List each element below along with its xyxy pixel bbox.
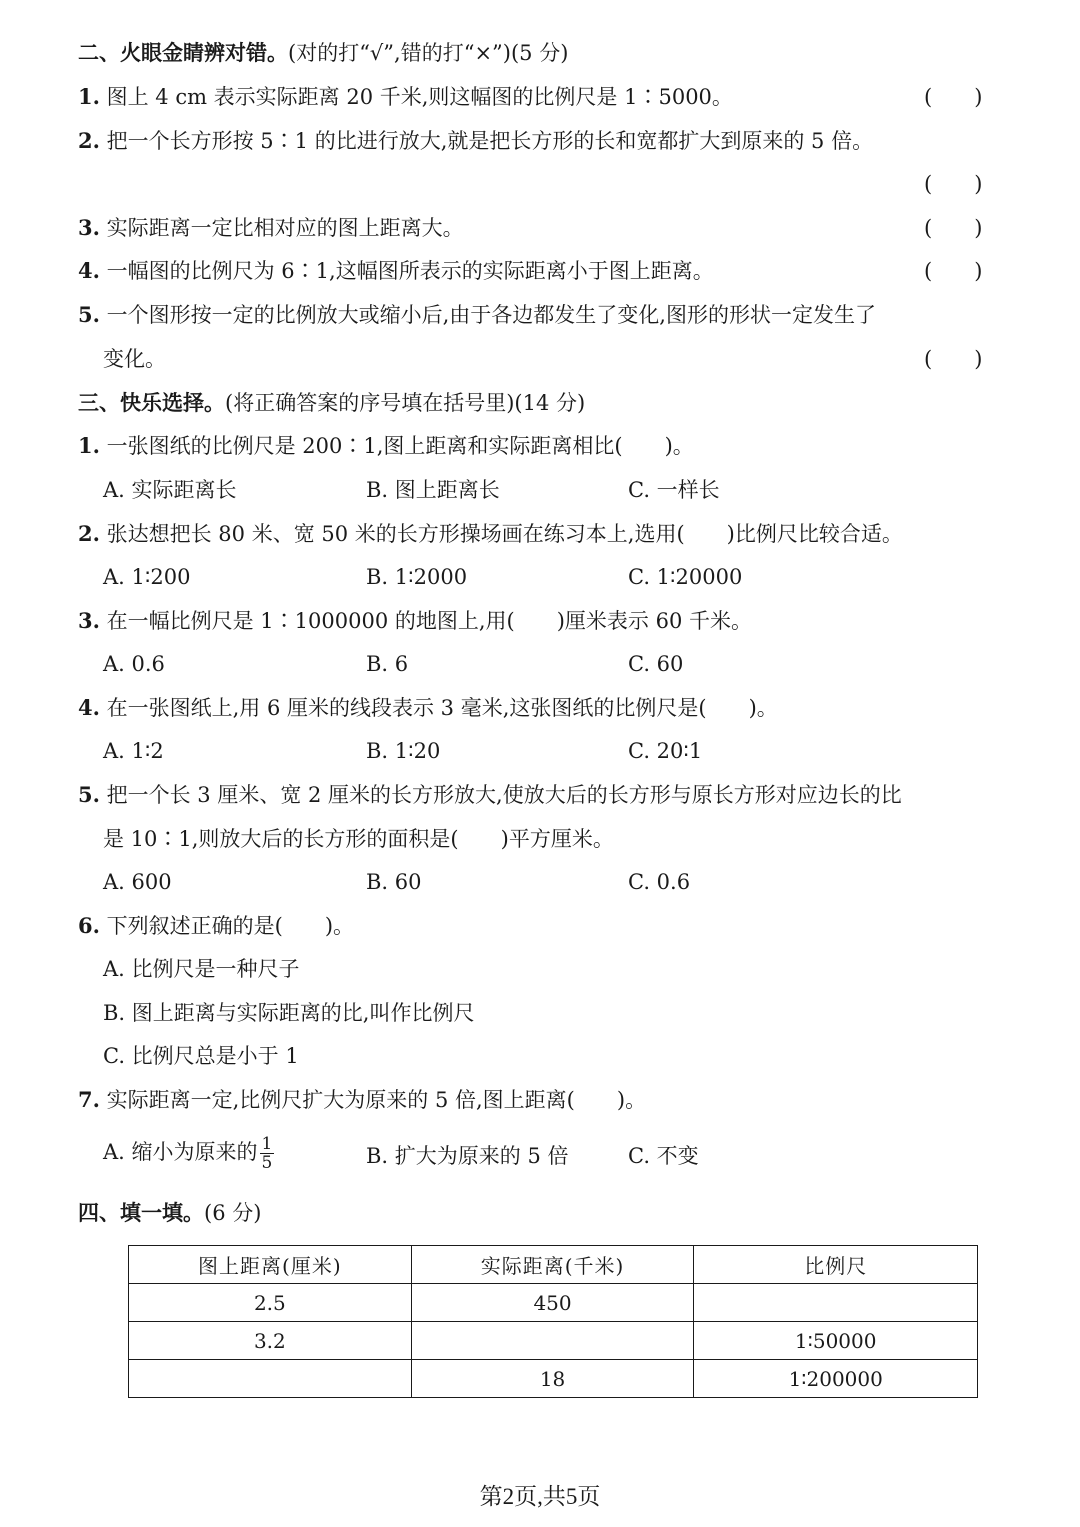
- option-c[interactable]: C. 一样长: [628, 478, 720, 502]
- option-b[interactable]: B. 1∶20: [366, 739, 441, 763]
- option-c[interactable]: C. 比例尺总是小于 1: [103, 1044, 299, 1068]
- table-cell: 18: [411, 1360, 694, 1398]
- question-number: 5.: [78, 782, 100, 807]
- section4-heading: 四、填一填。: [78, 1200, 204, 1225]
- question-text: 一幅图的比例尺为 6∶1,这幅图所表示的实际距离小于图上距离。: [106, 259, 714, 283]
- fraction-numerator: 1: [261, 1134, 273, 1154]
- table-cell-blank[interactable]: [411, 1322, 694, 1360]
- question-number: 1.: [78, 84, 100, 109]
- question-text: 一张图纸的比例尺是 200∶1,图上距离和实际距离相比( )。: [106, 434, 694, 458]
- question-text: 在一张图纸上,用 6 厘米的线段表示 3 毫米,这张图纸的比例尺是( )。: [106, 696, 778, 720]
- option-b[interactable]: B. 图上距离与实际距离的比,叫作比例尺: [103, 1001, 475, 1025]
- option-b[interactable]: B. 扩大为原来的 5 倍: [366, 1144, 569, 1168]
- section4-note: (6 分): [204, 1201, 262, 1225]
- option-a[interactable]: A. 0.6: [103, 652, 165, 676]
- s3-q4: [78, 693, 778, 723]
- question-number: 7.: [78, 1087, 100, 1112]
- question-number: 6.: [78, 913, 100, 938]
- question-number: 3.: [78, 215, 100, 240]
- column-header: 实际距离(千米): [411, 1246, 694, 1284]
- question-text: 实际距离一定比相对应的图上距离大。: [106, 216, 464, 240]
- answer-blank[interactable]: ( ): [924, 172, 983, 196]
- question-number: 4.: [78, 695, 100, 720]
- question-number: 4.: [78, 258, 100, 283]
- fraction-denominator: 5: [261, 1153, 273, 1173]
- section3-note: (将正确答案的序号填在括号里)(14 分): [225, 391, 586, 415]
- question-number: 1.: [78, 433, 100, 458]
- option-c[interactable]: C. 20∶1: [628, 739, 703, 763]
- s3-q2: [78, 519, 903, 549]
- answer-blank[interactable]: ( ): [924, 85, 983, 109]
- option-b[interactable]: B. 图上距离长: [366, 478, 500, 502]
- question-number: 5.: [78, 302, 100, 327]
- question-number: 3.: [78, 608, 100, 633]
- question-text: 下列叙述正确的是( )。: [106, 914, 355, 938]
- option-a[interactable]: A. 600: [103, 870, 172, 894]
- section2-note: (对的打“√”,错的打“×”)(5 分): [288, 41, 569, 65]
- option-b[interactable]: B. 6: [366, 652, 409, 676]
- column-header: 比例尺: [694, 1246, 978, 1284]
- table-row: [129, 1360, 978, 1398]
- question-text: 张达想把长 80 米、宽 50 米的长方形操场画在练习本上,选用( )比例尺比较合适。: [106, 522, 903, 546]
- question-text: 在一幅比例尺是 1∶1000000 的地图上,用( )厘米表示 60 千米。: [106, 609, 752, 633]
- option-c[interactable]: C. 不变: [628, 1144, 699, 1168]
- table-cell: 1∶50000: [694, 1322, 978, 1360]
- s2-q1: [78, 82, 733, 112]
- table-row: [129, 1284, 978, 1322]
- s2-q4: [78, 256, 714, 286]
- option-b[interactable]: B. 1∶2000: [366, 565, 468, 589]
- option-c[interactable]: C. 60: [628, 652, 684, 676]
- s3-q7: [78, 1085, 646, 1115]
- s2-q3: [78, 213, 464, 243]
- option-b[interactable]: B. 60: [366, 870, 422, 894]
- question-number: 2.: [78, 521, 100, 546]
- question-text: 把一个长 3 厘米、宽 2 厘米的长方形放大,使放大后的长方形与原长方形对应边长的比: [106, 783, 902, 807]
- section4-title: [78, 1198, 261, 1228]
- question-text: 图上 4 cm 表示实际距离 20 千米,则这幅图的比例尺是 1∶5000。: [106, 85, 733, 109]
- table-row: [129, 1322, 978, 1360]
- section3-title: [78, 388, 585, 418]
- question-text: 实际距离一定,比例尺扩大为原来的 5 倍,图上距离( )。: [106, 1088, 647, 1112]
- question-text-cont: 是 10∶1,则放大后的长方形的面积是( )平方厘米。: [103, 827, 614, 851]
- option-a[interactable]: [103, 1135, 274, 1172]
- question-text-cont: 变化。: [103, 347, 166, 371]
- table-cell: 2.5: [129, 1284, 412, 1322]
- section2-heading: 二、火眼金睛辨对错。: [78, 40, 288, 65]
- page-footer: 第2页,共5页: [479, 1484, 601, 1509]
- s3-q3: [78, 606, 752, 636]
- option-a[interactable]: A. 实际距离长: [103, 478, 237, 502]
- table-cell: 1∶200000: [694, 1360, 978, 1398]
- table-cell: 450: [411, 1284, 694, 1322]
- section2-title: [78, 38, 568, 68]
- column-header: 图上距离(厘米): [129, 1246, 412, 1284]
- s2-q2: [78, 126, 873, 156]
- option-a[interactable]: A. 比例尺是一种尺子: [103, 957, 300, 981]
- s3-q1: [78, 431, 694, 461]
- question-text: 把一个长方形按 5∶1 的比进行放大,就是把长方形的长和宽都扩大到原来的 5 倍。: [106, 129, 874, 153]
- s3-q6: [78, 911, 354, 941]
- table-cell-blank[interactable]: [694, 1284, 978, 1322]
- option-a[interactable]: A. 1∶2: [103, 739, 164, 763]
- option-c[interactable]: C. 1∶20000: [628, 565, 743, 589]
- option-a-text: A. 缩小为原来的: [103, 1140, 258, 1164]
- option-c[interactable]: C. 0.6: [628, 870, 691, 894]
- answer-blank[interactable]: ( ): [924, 259, 983, 283]
- answer-blank[interactable]: ( ): [924, 347, 983, 371]
- answer-blank[interactable]: ( ): [924, 216, 983, 240]
- question-number: 2.: [78, 128, 100, 153]
- fill-in-table: [128, 1245, 978, 1398]
- s3-q5: [78, 780, 902, 810]
- s2-q5: [78, 300, 876, 330]
- fraction: [260, 1135, 275, 1172]
- table-cell-blank[interactable]: [129, 1360, 412, 1398]
- question-text: 一个图形按一定的比例放大或缩小后,由于各边都发生了变化,图形的形状一定发生了: [106, 303, 876, 327]
- option-a[interactable]: A. 1∶200: [103, 565, 191, 589]
- section3-heading: 三、快乐选择。: [78, 390, 225, 415]
- table-cell: 3.2: [129, 1322, 412, 1360]
- table-header-row: [129, 1246, 978, 1284]
